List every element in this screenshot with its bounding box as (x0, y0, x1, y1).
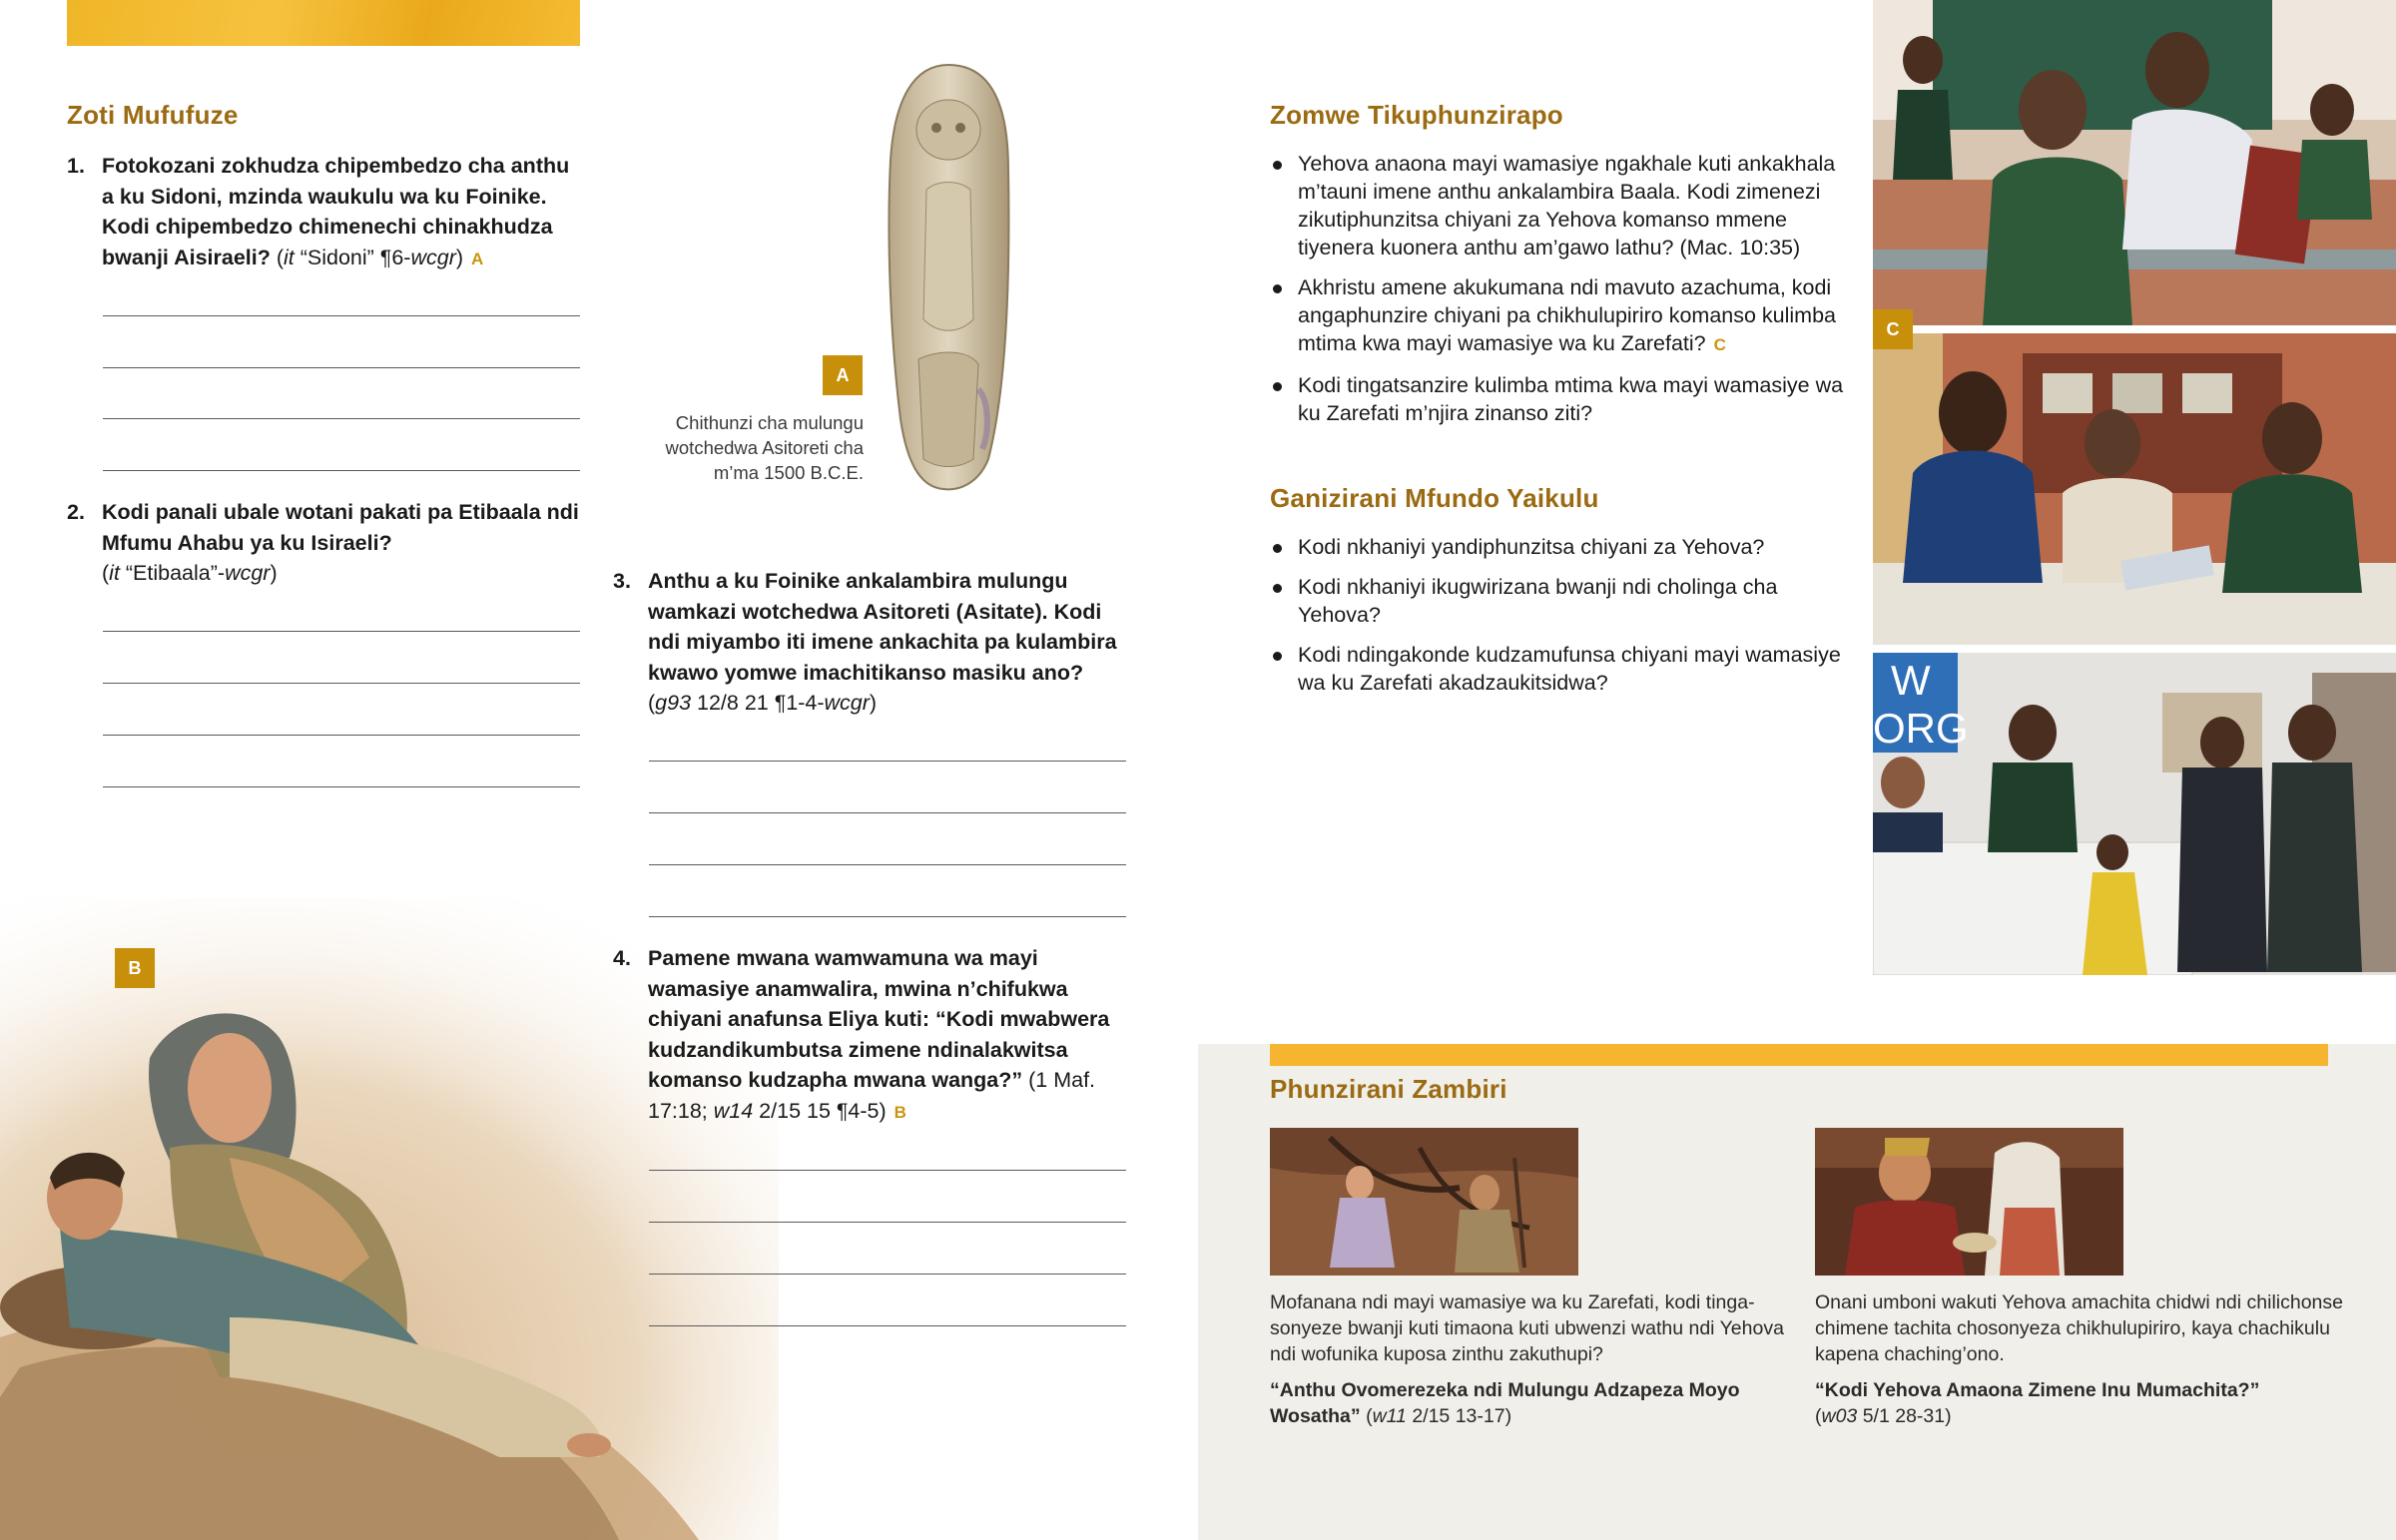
reflection-item: Kodi nkhaniyi yandiphunzitsa chiyani za Yehova? (1270, 533, 1847, 561)
answer-line[interactable] (649, 1222, 1126, 1223)
photo-public-witnessing-cart (1873, 653, 2396, 975)
section-heading-zomwe-tikuphunzirapo: Zomwe Tikuphunzirapo (1270, 100, 1563, 130)
section-heading-phunzirani-zambiri: Phunzirani Zambiri (1270, 1074, 1507, 1104)
top-decorative-bar (67, 0, 580, 46)
reference: (it “Etibaala”-wcgr) (102, 561, 278, 585)
question-text: Kodi panali ubale wotani pakati pa Etibaala ndi Mfumu Ahabu ya ku Isiraeli? (102, 500, 579, 555)
image-badge-b: B (115, 948, 155, 988)
answer-line[interactable] (649, 812, 1126, 813)
image-badge-c: C (1873, 309, 1913, 349)
answer-line[interactable] (649, 1274, 1126, 1275)
question-4 (613, 943, 1132, 1128)
lessons-list (1270, 150, 1847, 439)
question-3 (613, 566, 1132, 719)
answer-line[interactable] (649, 1170, 1126, 1171)
painting-elijah-and-widow (1270, 1128, 1578, 1276)
image-badge-a: A (823, 355, 863, 395)
answer-line[interactable] (103, 631, 580, 632)
figurine-caption: Chithunzi cha mulungu wotchedwa Asitoreti cha m’ma 1500 B.C.E. (665, 412, 864, 483)
answer-line[interactable] (103, 470, 580, 471)
question-text: Pamene mwana wamwamuna wa mayi wamasiye anamwalira, mwina n’chifukwa chiyani anafunsa Eliya kuti: “Kodi mwabwera kudzandikumbutsa zimene ndinalakwitsa komanso kudzapha mwana wanga?” (648, 946, 1110, 1092)
story-description: Mofanana ndi mayi wamasiye wa ku Zarefati, kodi tingasonyeze bwanji kuti timaona kuti ubwenzi wathu ndi Yehova ndi wofunika kuposa zinthu zakuthupi? (1270, 1291, 1784, 1365)
answer-line[interactable] (103, 367, 580, 368)
painting-widow-offering (1815, 1128, 2123, 1276)
image-reference-letter: B (894, 1102, 906, 1122)
photo-family-study (1873, 333, 2396, 645)
question-text: Anthu a ku Foinike ankalambira mulungu wamkazi wotchedwa Asitoreti (Asitate). Kodi ndi miyambo iti imene ankachita pa kulambira kwawo yomwe imachitikanso masiku ano? (648, 569, 1117, 685)
answer-line[interactable] (103, 786, 580, 787)
story-description: Onani umboni wakuti Yehova amachita chidwi ndi chilichonse chimene tachita chosonyeza chikhulupiriro, kaya chachikulu kapena chaching’ono. (1815, 1291, 2343, 1365)
question-number: 3. (613, 569, 631, 593)
article-link[interactable]: “Kodi Yehova Amaona Zimene Inu Mumachita?” (w03 5/1 28-31) (1815, 1379, 2260, 1427)
reference: (it “Sidoni” ¶6-wcgr) (270, 245, 464, 269)
panel-accent-bar (1270, 1044, 2328, 1066)
story-1 (1270, 1289, 1789, 1429)
section-heading-zoti-mufufuze: Zoti Mufufuze (67, 100, 239, 130)
question-1 (67, 151, 586, 274)
lesson-item: Yehova anaona mayi wamasiye ngakhale kuti ankakhala m’tauni imene anthu ankalambira Baala. Kodi zimenezi zikutiphunzitsa chiyani za Yehova komanso mmene tiyenera kuonera anthu am’gawo lathu? (Mac. 10:35) (1270, 150, 1847, 261)
question-number: 1. (67, 154, 85, 178)
sign-text: W (1891, 657, 1931, 704)
photo-classroom (1873, 0, 2396, 325)
answer-line[interactable] (103, 735, 580, 736)
reflection-item: Kodi nkhaniyi ikugwirizana bwanji ndi cholinga cha Yehova? (1270, 573, 1847, 629)
answer-line[interactable] (649, 864, 1126, 865)
reference: (1 Maf. 17:18; w14 2/15 15 ¶4-5) (648, 1068, 1096, 1123)
reflection-list (1270, 533, 1847, 709)
sign-text: ORG (1873, 705, 1969, 752)
image-asitoreti-figurine (879, 60, 1018, 494)
question-2 (67, 497, 586, 589)
question-number: 4. (613, 946, 631, 970)
answer-line[interactable] (649, 1325, 1126, 1326)
image-reference-letter: C (1713, 335, 1726, 354)
reference: (g93 12/8 21 ¶1-4-wcgr) (648, 691, 878, 715)
answer-line[interactable] (103, 315, 580, 316)
answer-line[interactable] (103, 683, 580, 684)
article-link[interactable]: “Anthu Ovomerezeka ndi Mulungu Adzapeza Moyo Wosatha” (w11 2/15 13-17) (1270, 1379, 1740, 1427)
story-2 (1815, 1289, 2354, 1429)
answer-line[interactable] (649, 761, 1126, 762)
lesson-item: Kodi tingatsanzire kulimba mtima kwa mayi wamasiye wa ku Zarefati m’njira zinanso ziti? (1270, 371, 1847, 427)
reflection-item: Kodi ndingakonde kudzamufunsa chiyani mayi wamasiye wa ku Zarefati akadzaukitsidwa? (1270, 641, 1847, 697)
question-number: 2. (67, 500, 85, 524)
answer-line[interactable] (103, 418, 580, 419)
image-reference-letter: A (471, 249, 484, 268)
answer-line[interactable] (649, 916, 1126, 917)
question-text: Fotokozani zokhudza chipembedzo cha anthu a ku Sidoni, mzinda waukulu wa ku Foinike. Kodi chipembedzo chimenechi chinakhudza bwanji Aisiraeli? (102, 154, 570, 269)
lesson-item: Akhristu amene akukumana ndi mavuto azachuma, kodi angaphunzire chiyani pa chikhulupiriro komanso kulimba mtima kwa mayi wamasiye wa ku Zarefati? C (1270, 273, 1847, 359)
section-heading-ganizirani: Ganizirani Mfundo Yaikulu (1270, 483, 1599, 513)
